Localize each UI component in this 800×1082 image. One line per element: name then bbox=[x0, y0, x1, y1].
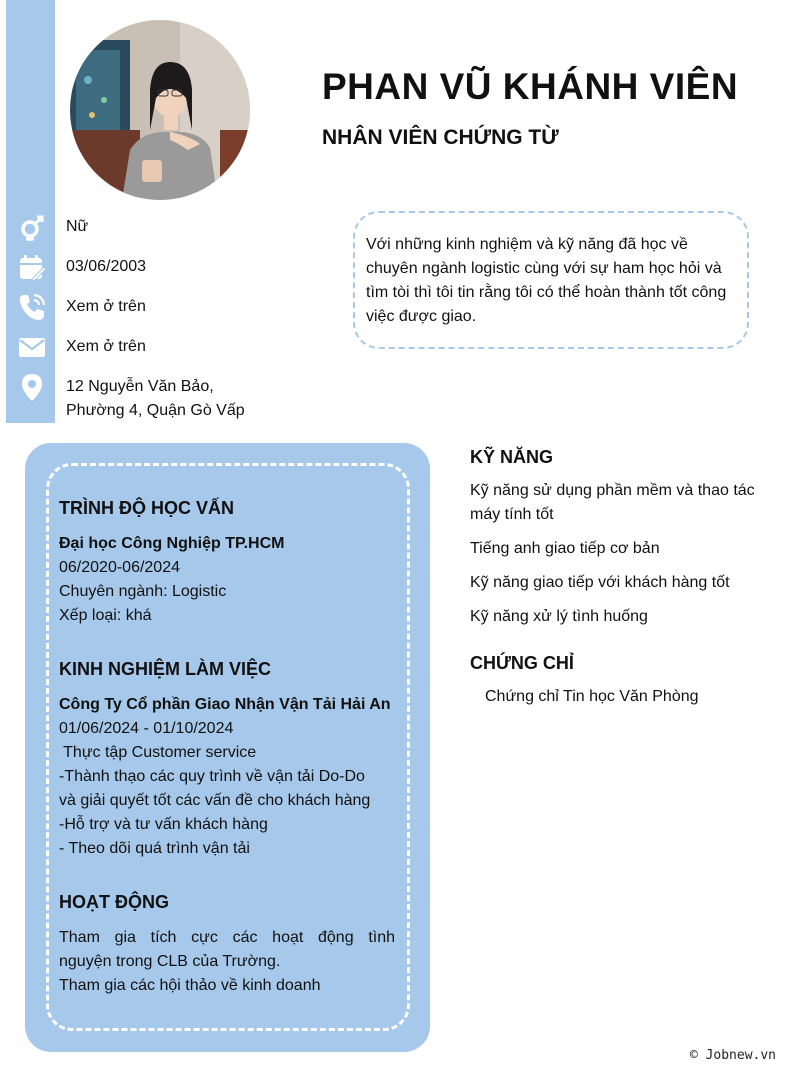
education-grade: Xếp loại: khá bbox=[59, 607, 152, 624]
address-line-1: 12 Nguyễn Văn Bảo, bbox=[66, 378, 214, 395]
calendar-icon bbox=[17, 252, 47, 282]
education-title: TRÌNH ĐỘ HỌC VẤN bbox=[59, 498, 234, 518]
activities-line: nguyện trong CLB của Trường. bbox=[59, 953, 281, 970]
birthdate-text: 03/06/2003 bbox=[66, 258, 147, 275]
experience-title: KINH NGHIỆM LÀM VIỆC bbox=[59, 659, 272, 679]
skill-item: Kỹ năng sử dụng phần mềm và thao tác máy tính tốt bbox=[470, 482, 755, 523]
activities-title: HOẠT ĐỘNG bbox=[59, 892, 169, 912]
certificate-item: Chứng chỉ Tin học Văn Phòng bbox=[485, 688, 699, 705]
education-school: Đại học Công Nghiệp TP.HCM bbox=[59, 535, 285, 552]
skills-title: KỸ NĂNG bbox=[470, 447, 554, 467]
career-objective bbox=[353, 211, 749, 349]
phone-text: Xem ở trên bbox=[66, 298, 146, 315]
phone-icon bbox=[17, 292, 47, 322]
experience-period: 01/06/2024 - 01/10/2024 bbox=[59, 720, 234, 737]
email-text: Xem ở trên bbox=[66, 338, 146, 355]
skill-item: Tiếng anh giao tiếp cơ bản bbox=[470, 540, 660, 557]
skill-item: Kỹ năng giao tiếp với khách hàng tốt bbox=[470, 574, 730, 591]
experience-detail: và giải quyết tốt các vấn đề cho khách hàng bbox=[59, 792, 371, 809]
footer-watermark: © Jobnew.vn bbox=[689, 1048, 776, 1063]
activities-text bbox=[59, 926, 395, 998]
skill-item: Kỹ năng xử lý tình huống bbox=[470, 608, 648, 625]
objective-text: Với những kinh nghiệm và kỹ năng đã học về chuyên ngành logistic cùng với sự ham học hỏi và tìm tòi thì tôi tin rằng tôi có thể hoàn thành tốt công việc được giao. bbox=[366, 236, 727, 325]
experience-detail: - Theo dõi quá trình vận tải bbox=[59, 840, 250, 857]
job-title: NHÂN VIÊN CHỨNG TỪ bbox=[322, 126, 559, 149]
address-line-2: Phường 4, Quận Gò Vấp bbox=[66, 402, 245, 419]
experience-company: Công Ty Cổ phần Giao Nhận Vận Tải Hải An bbox=[59, 696, 391, 713]
experience-detail: -Thành thạo các quy trình về vận tải Do-Do bbox=[59, 768, 365, 785]
certificates-title: CHỨNG CHỈ bbox=[470, 653, 574, 673]
avatar bbox=[70, 20, 250, 200]
gender-text: Nữ bbox=[66, 218, 89, 235]
experience-position: Thực tập Customer service bbox=[59, 744, 257, 761]
candidate-name: PHAN VŨ KHÁNH VIÊN bbox=[322, 66, 739, 107]
education-period: 06/2020-06/2024 bbox=[59, 559, 180, 576]
portrait-photo bbox=[70, 20, 250, 200]
education-major: Chuyên ngành: Logistic bbox=[59, 583, 227, 600]
email-icon bbox=[17, 332, 47, 362]
experience-detail: -Hỗ trợ và tư vấn khách hàng bbox=[59, 816, 268, 833]
location-pin-icon bbox=[17, 372, 47, 402]
activities-line: Tham gia các hội thảo về kinh doanh bbox=[59, 977, 321, 994]
gender-icon bbox=[17, 212, 47, 242]
activities-line: Tham gia tích cực các hoạt động tình bbox=[59, 929, 395, 946]
